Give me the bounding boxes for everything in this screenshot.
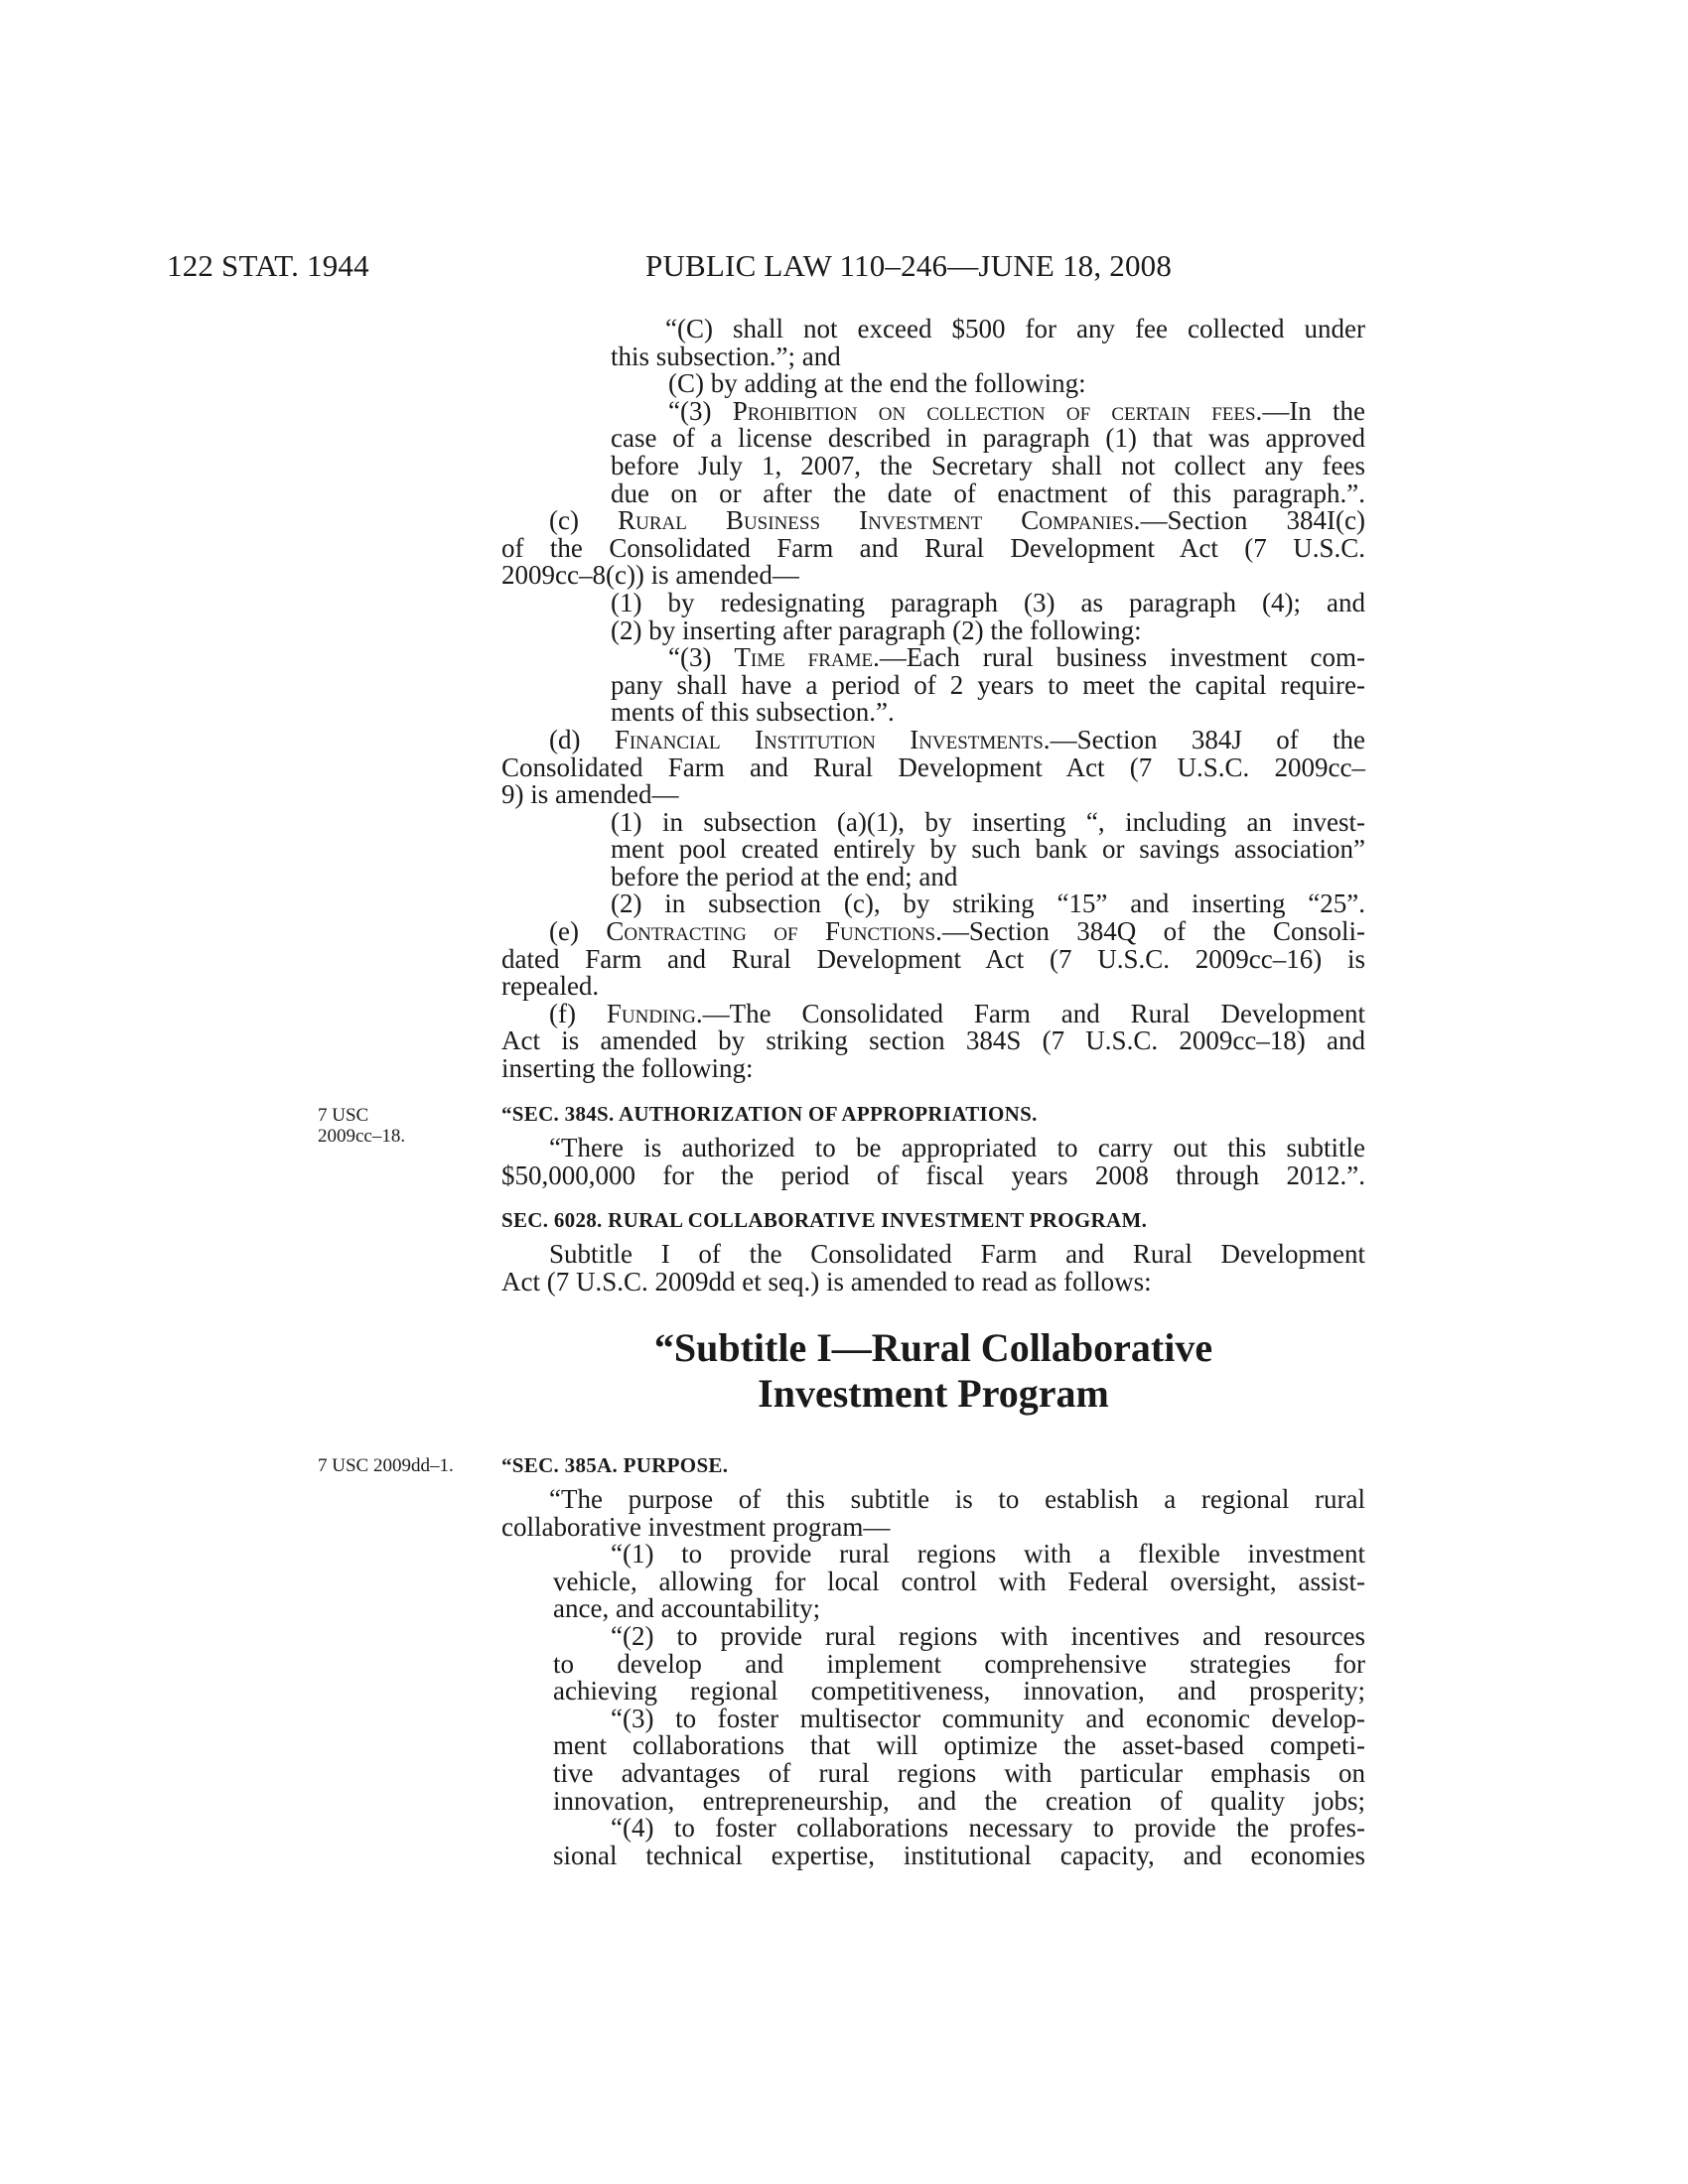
page-reference: 122 STAT. 1944 bbox=[167, 248, 369, 283]
text-line: “(2) to provide rural regions with incentives and resources bbox=[611, 1620, 1365, 1651]
text-line: “The purpose of this subtitle is to establish a regional rural bbox=[549, 1484, 1365, 1514]
text-line: $50,000,000 for the period of fiscal years 2008 through 2012.”. bbox=[501, 1160, 1365, 1190]
text-line: (C) by adding at the end the following: bbox=[668, 368, 1086, 399]
text-fragment: —Section 384J of the bbox=[1050, 724, 1365, 754]
text-line: (2) by inserting after paragraph (2) the following: bbox=[611, 614, 1142, 645]
margin-citation-line: 2009cc–18. bbox=[318, 1126, 406, 1147]
text-line: this subsection.”; and bbox=[611, 341, 841, 371]
text-line: repealed. bbox=[501, 971, 600, 1002]
paragraph-heading: Prohibition on collection of certain fees. bbox=[732, 395, 1263, 426]
text-line: case of a license described in paragraph (1) that was approved bbox=[611, 423, 1365, 454]
section-384s-text bbox=[501, 1135, 1365, 1189]
text-fragment: —Section 384I(c) bbox=[1140, 505, 1365, 536]
text-line: collaborative investment program— bbox=[501, 1511, 891, 1542]
text-line: 2009cc–8(c)) is amended— bbox=[501, 560, 799, 591]
text-line: innovation, entrepreneurship, and the creation of quality jobs; bbox=[553, 1785, 1365, 1816]
text-line: “(4) to foster collaborations necessary to provide the profes- bbox=[611, 1813, 1365, 1843]
section-6028-text bbox=[501, 1241, 1365, 1296]
subsection-heading: Contracting of Functions. bbox=[606, 916, 942, 947]
text-line: 9) is amended— bbox=[501, 779, 679, 810]
amendment-text-block bbox=[501, 316, 1365, 1083]
text-line: of the Consolidated Farm and Rural Development Act (7 U.S.C. bbox=[501, 532, 1365, 563]
text-line: ments of this subsection.”. bbox=[611, 697, 895, 728]
section-385a-text bbox=[501, 1486, 1365, 1869]
text-line: ment pool created entirely by such bank or savings association” bbox=[611, 834, 1365, 865]
section-heading-385a: “SEC. 385A. PURPOSE. bbox=[501, 1453, 729, 1477]
margin-citation-line: 7 USC bbox=[318, 1105, 369, 1126]
text-line bbox=[501, 395, 1365, 426]
subsection-heading: Rural Business Investment Companies. bbox=[618, 505, 1141, 536]
section-heading-384s: “SEC. 384S. AUTHORIZATION OF APPROPRIATIONS. bbox=[501, 1102, 1038, 1126]
text-line: vehicle, allowing for local control with Federal oversight, assist- bbox=[553, 1566, 1365, 1596]
running-head-title: PUBLIC LAW 110–246—JUNE 18, 2008 bbox=[645, 248, 1173, 283]
text-line: “(3) to foster multisector community and economic develop- bbox=[611, 1703, 1365, 1733]
text-fragment: (d) bbox=[549, 724, 615, 754]
text-line: before the period at the end; and bbox=[611, 861, 958, 891]
text-line: Consolidated Farm and Rural Development Act (7 U.S.C. 2009cc– bbox=[501, 751, 1365, 782]
subtitle-heading bbox=[501, 1325, 1365, 1417]
text-fragment: “(3) bbox=[668, 642, 735, 673]
text-fragment: (e) bbox=[549, 916, 607, 947]
text-line: achieving regional competitiveness, innovation, and prosperity; bbox=[553, 1676, 1365, 1706]
text-line bbox=[501, 644, 1365, 672]
text-fragment: (c) bbox=[549, 505, 619, 536]
text-line: Subtitle I of the Consolidated Farm and Rural Development bbox=[549, 1239, 1365, 1269]
text-fragment: “(3) bbox=[668, 395, 733, 426]
text-line: dated Farm and Rural Development Act (7 U.S.C. 2009cc–16) is bbox=[501, 943, 1365, 974]
text-line: due on or after the date of enactment of this paragraph.”. bbox=[611, 478, 1365, 508]
text-line bbox=[501, 998, 1365, 1028]
margin-citation bbox=[318, 1105, 405, 1147]
text-fragment: —The Consolidated Farm and Rural Development bbox=[702, 998, 1365, 1028]
subtitle-heading-line: Investment Program bbox=[758, 1371, 1109, 1416]
paragraph-heading: Time frame. bbox=[734, 642, 880, 673]
text-line bbox=[501, 507, 1365, 535]
section-heading-6028: SEC. 6028. RURAL COLLABORATIVE INVESTMENT PROGRAM. bbox=[501, 1208, 1148, 1232]
text-line: (1) in subsection (a)(1), by inserting “, including an invest- bbox=[611, 806, 1365, 837]
text-fragment: (f) bbox=[549, 998, 607, 1028]
text-fragment: —Section 384Q of the Consoli- bbox=[941, 916, 1365, 947]
text-line: ment collaborations that will optimize the asset-based competi- bbox=[553, 1730, 1365, 1761]
subtitle-heading-line: “Subtitle I—Rural Collaborative bbox=[653, 1325, 1213, 1370]
text-line: sional technical expertise, institutional capacity, and economies bbox=[553, 1840, 1365, 1870]
text-line: to develop and implement comprehensive strategies for bbox=[553, 1648, 1365, 1679]
text-line: Act is amended by striking section 384S (7 U.S.C. 2009cc–18) and bbox=[501, 1025, 1365, 1056]
text-line: (2) in subsection (c), by striking “15” and inserting “25”. bbox=[611, 888, 1365, 919]
text-fragment: —Each rural business investment com- bbox=[879, 642, 1365, 673]
text-line: before July 1, 2007, the Secretary shall not collect any fees bbox=[611, 450, 1365, 480]
subsection-heading: Funding. bbox=[606, 998, 703, 1028]
text-line: (1) by redesignating paragraph (3) as paragraph (4); and bbox=[611, 587, 1365, 617]
text-line: “(C) shall not exceed $500 for any fee collected under bbox=[665, 314, 1365, 343]
subsection-heading: Financial Institution Investments. bbox=[614, 724, 1051, 754]
text-line: ance, and accountability; bbox=[553, 1593, 821, 1624]
text-line bbox=[501, 918, 1365, 946]
text-line: inserting the following: bbox=[501, 1053, 754, 1084]
text-line: tive advantages of rural regions with particular emphasis on bbox=[553, 1757, 1365, 1788]
margin-citation: 7 USC 2009dd–1. bbox=[318, 1455, 454, 1476]
text-line: “(1) to provide rural regions with a flexible investment bbox=[611, 1539, 1365, 1570]
text-line: pany shall have a period of 2 years to meet the capital require- bbox=[611, 669, 1365, 700]
text-line: “There is authorized to be appropriated to carry out this subtitle bbox=[549, 1133, 1365, 1162]
text-line bbox=[501, 724, 1365, 754]
text-line: Act (7 U.S.C. 2009dd et seq.) is amended to read as follows: bbox=[501, 1266, 1152, 1297]
text-fragment: —In the bbox=[1262, 395, 1365, 426]
